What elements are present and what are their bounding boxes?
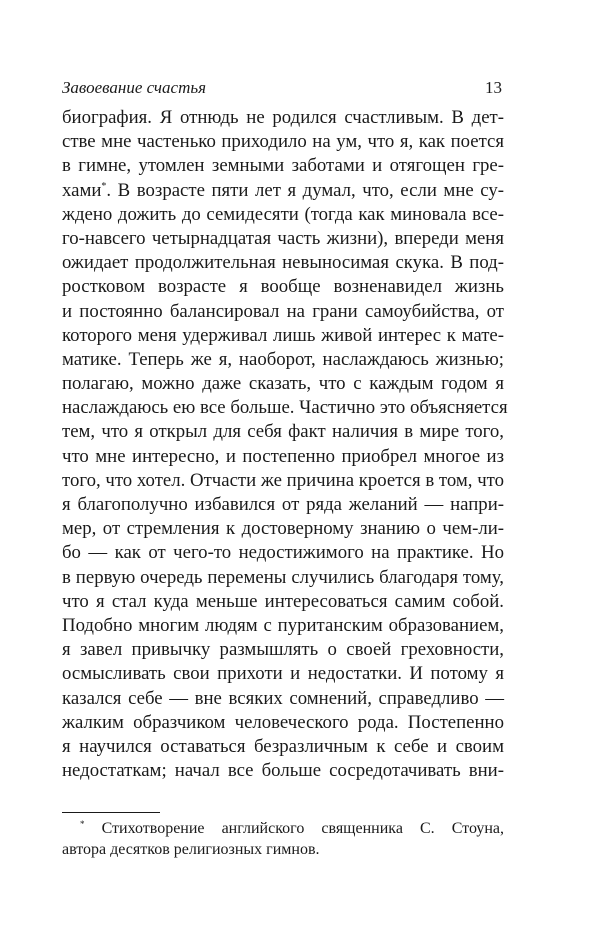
text-line: того, что хотел. Отчасти же причина кроется в том, что	[62, 469, 504, 491]
text-line: матике. Теперь же я, наоборот, наслаждаюсь жизнью;	[62, 348, 504, 370]
text-line: наслаждаюсь ею все больше. Частично это объясняется	[62, 397, 508, 419]
text-line: тем, что я открыл для себя факт наличия в мире того,	[62, 421, 504, 443]
text-line: недостаткам; начал все больше сосредотачивать вни-	[62, 760, 504, 782]
text-line: ростковом возрасте я вообще возненавидел жизнь	[62, 276, 504, 298]
footnote-reference[interactable]: *	[101, 180, 107, 192]
footnote-marker: *	[80, 819, 85, 829]
text-line: жалким образчиком человеческого рода. Постепенно	[62, 711, 504, 733]
text-line	[62, 179, 504, 203]
text-line: го-навсего четырнадцатая часть жизни), впереди меня	[62, 227, 504, 249]
footnote	[62, 818, 504, 860]
text-line: стве мне частенько приходило на ум, что я, как поется	[62, 131, 504, 153]
text-line: ожидает продолжительная невыносимая скука. В под-	[62, 252, 504, 274]
running-header	[62, 78, 502, 102]
text-line: в первую очередь перемены случились благодаря тому,	[62, 566, 504, 588]
text-line: мер, от стремления к достоверному знанию о чем-ли-	[62, 518, 504, 540]
footnote-text: Стихотворение английского священника С. Стоуна,	[101, 820, 505, 837]
text-line: я благополучно избавился от ряда желаний — напри-	[62, 494, 504, 515]
footnote-line: автора десятков религиозных гимнов.	[62, 841, 320, 858]
text-line: я завел привычку размышлять о своей греховности,	[62, 639, 504, 661]
footnote-line	[62, 818, 504, 839]
text-segment: хами	[62, 179, 102, 201]
text-line: ждено дожить до семидесяти (тогда как миновала все-	[62, 203, 504, 225]
main-text	[62, 106, 508, 783]
text-line: Подобно многим людям с пуританским образованием,	[62, 614, 504, 636]
text-line: осмысливать свои прихоти и недостатки. И потому я	[62, 663, 504, 685]
text-line: казался себе — вне всяких сомнений, справедливо —	[62, 687, 504, 709]
text-line: я научился оставаться безразличным к себе и своим	[62, 735, 504, 757]
page-number: 13	[485, 78, 502, 97]
text-line: биография. Я отнюдь не родился счастливым. В дет-	[62, 107, 504, 128]
text-line: полагаю, можно даже сказать, что с каждым годом я	[62, 373, 504, 395]
text-line: бо — как от чего-то недостижимого на практике. Но	[62, 542, 504, 564]
text-line: что я стал куда меньше интересоваться самим собой.	[62, 590, 504, 612]
footnote-divider	[62, 812, 160, 813]
text-line: и постоянно балансировал на грани самоубийства, от	[62, 300, 504, 322]
text-line: что мне интересно, и постепенно приобрел многое из	[62, 445, 504, 467]
text-line: в гимне, утомлен земными заботами и отягощен гре-	[62, 155, 504, 177]
text-segment: . В возрасте пяти лет я думал, что, если мне су-	[106, 179, 504, 201]
text-line: которого меня удерживал лишь живой интерес к мате-	[62, 324, 504, 346]
running-title: Завоевание счастья	[62, 78, 207, 97]
